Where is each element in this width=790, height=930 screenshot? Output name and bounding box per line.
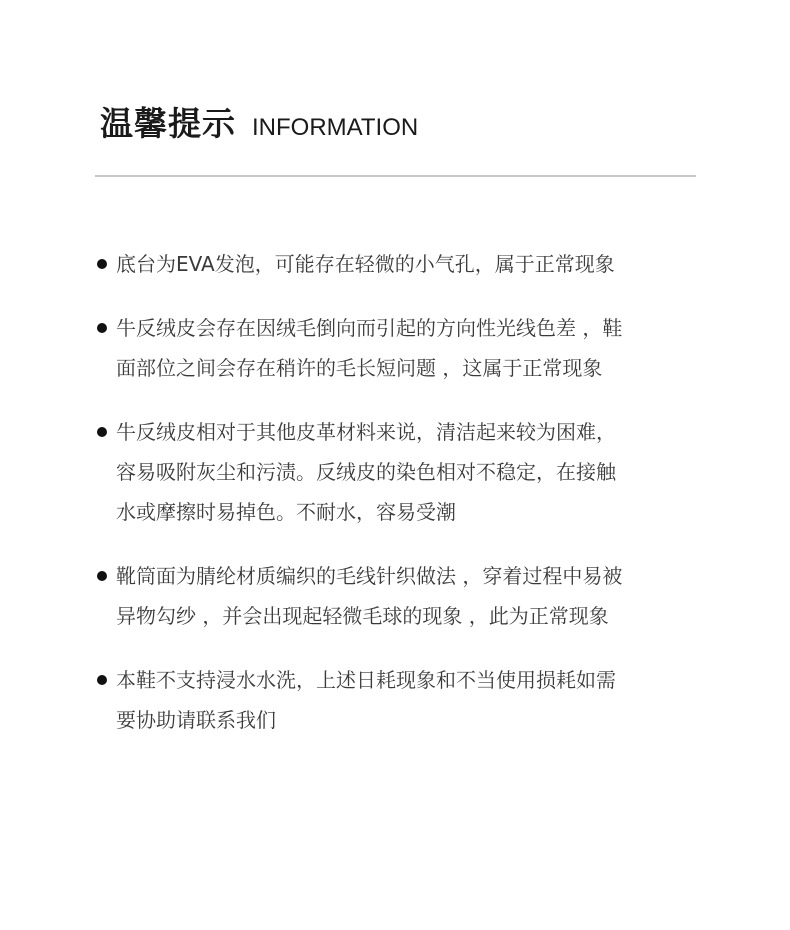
tip-item: [95, 556, 700, 636]
page-header: [100, 104, 418, 148]
header-divider: [95, 175, 696, 177]
bullet-icon: [97, 571, 107, 581]
tip-item: [95, 244, 700, 284]
page-subtitle: INFORMATION: [252, 114, 419, 141]
page-title: 温馨提示: [100, 104, 236, 143]
tip-text: 本鞋不支持浸水水洗，上述日耗现象和不当使用损耗如需 要协助请联系我们: [116, 668, 616, 732]
bullet-icon: [97, 323, 107, 333]
bullet-icon: [97, 427, 107, 437]
bullet-icon: [97, 259, 107, 269]
tip-text: 靴筒面为腈纶材质编织的毛线针织做法 ，穿着过程中易被 异物勾纱 ，并会出现起轻微毛球的现象 ，此为正常现象: [116, 564, 623, 628]
tip-text: 牛反绒皮会存在因绒毛倒向而引起的方向性光线色差 ，鞋 面部位之间会存在稍许的毛长短问题 ，这属于正常现象: [116, 316, 623, 380]
tip-text: 牛反绒皮相对于其他皮革材料来说，清洁起来较为困难， 容易吸附灰尘和污渍。反绒皮的染色相对不稳定，在接触 水或摩擦时易掉色。不耐水，容易受潮: [116, 420, 616, 524]
tips-list: [95, 244, 700, 764]
bullet-icon: [97, 675, 107, 685]
tip-text: 底台为EVA发泡，可能存在轻微的小气孔，属于正常现象: [116, 252, 615, 276]
tip-item: [95, 308, 700, 388]
tip-item: [95, 660, 700, 740]
tip-item: [95, 412, 700, 532]
